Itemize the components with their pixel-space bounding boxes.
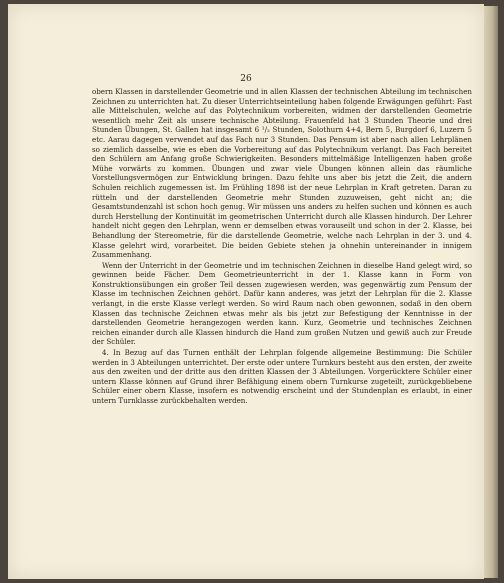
page-number: 26 xyxy=(240,74,252,84)
body-text xyxy=(92,87,472,406)
page-edge xyxy=(484,6,498,578)
paragraph-gymnastics: 4. In Bezug auf das Turnen enthält der Lehrplan folgende allgemeine Bestimmung: Die Schüler werden in 3 Abteilungen unterrichtet. Der erste oder untere Turnkurs besteht aus den ersten, der zweite aus den zweiten und der dritte aus den dritten Klassen der 3 Abteilungen. Vorgerücktere Schüler einer untern Klasse können auf Grund ihrer Befähigung einem obern Turnkurse zugeteilt, zurückgebliebene Schüler einer obern Klasse, insofern es notwendig erscheint und der Stundenplan es erlaubt, in einer untern Turnklasse zurückbehalten werden. xyxy=(92,348,472,405)
paragraph-geometry: obern Klassen in darstellender Geometrie und in allen Klassen der technischen Abteilung im technischen Zeichnen zu unterrichten hat. Zu dieser Unterrichtseinteilung haben folgende Erwägungen geführt: Fast alle Mittelschulen, welche auf das Polytechnikum vorbereiten, widmen der darstellenden Geometrie wesentlich mehr Zeit als unsere technische Abteilung. Frauenfeld hat 3 Stunden Theorie und drei Stunden Übungen, St. Gallen hat insgesamt 6 ¹/₂ Stunden, Solothurn 4+4, Bern 5, Burgdorf 6, Luzern 5 etc. Aarau dagegen verwendet auf das Fach nur 3 Stunden. Das Pensum ist aber nach allen Lehrplänen so ziemlich dasselbe, wie es eben die Vorbereitung auf das Polytechnikum verlangt. Das Fach bereitet den Schülern am Anfang große Schwierigkeiten. Besonders mittelmäßige Intelligenzen haben große Mühe vorwärts zu kommen. Übungen und zwar viele Übungen können allein das räumliche Vorstellungsvermögen zur Entwicklung bringen. Dazu fehlte uns aber bis jetzt die Zeit, die andern Schulen reichlich zugemessen ist. Im Frühling 1898 ist der neue Lehrplan in Kraft getreten. Daran zu rütteln und der darstellenden Geometrie mehr Stunden zuzuweisen, geht nicht an; die Gesamtstundenzahl ist schon hoch genug. Wir müssen uns anders zu helfen suchen und können es auch durch Herstellung der Kontinuität im geometrischen Unterricht durch alle Klassen hindurch. Der Lehrer handelt nicht gegen den Lehrplan, wenn er demselben etwas vorauseilt und schon in der 2. Klasse, bei Behandlung der Stereometrie, für die darstellende Geometrie, welche nach Lehrplan in der 3. und 4. Klasse gelehrt wird, vorarbeitet. Die beiden Gebiete stehen ja ohnehin untereinander in innigem Zusammenhang. xyxy=(92,87,472,260)
paragraph-technical-drawing: Wenn der Unterricht in der Geometrie und im technischen Zeichnen in dieselbe Hand gelegt wird, so gewinnen beide Fächer. Dem Geometrieunterricht in der 1. Klasse kann in Form von Konstruktionsübungen ein großer Teil dessen zugewiesen werden, was gegenwärtig zum Pensum der Klasse im technischen Zeichnen gehört. Dafür kann anderes, was jetzt der Lehrplan für die 2. Klasse verlangt, in die erste Klasse verlegt werden. So wird Raum nach oben gewonnen, sodaß in den obern Klassen das technische Zeichnen etwas mehr als bis jetzt zur Befestigung der Kenntnisse in der darstellenden Geometrie herangezogen werden kann. Kurz, Geometrie und technisches Zeichnen reichen einander durch alle Klassen hindurch die Hand zum großen Nutzen und gewiß auch zur Freude der Schüler. xyxy=(92,260,472,347)
